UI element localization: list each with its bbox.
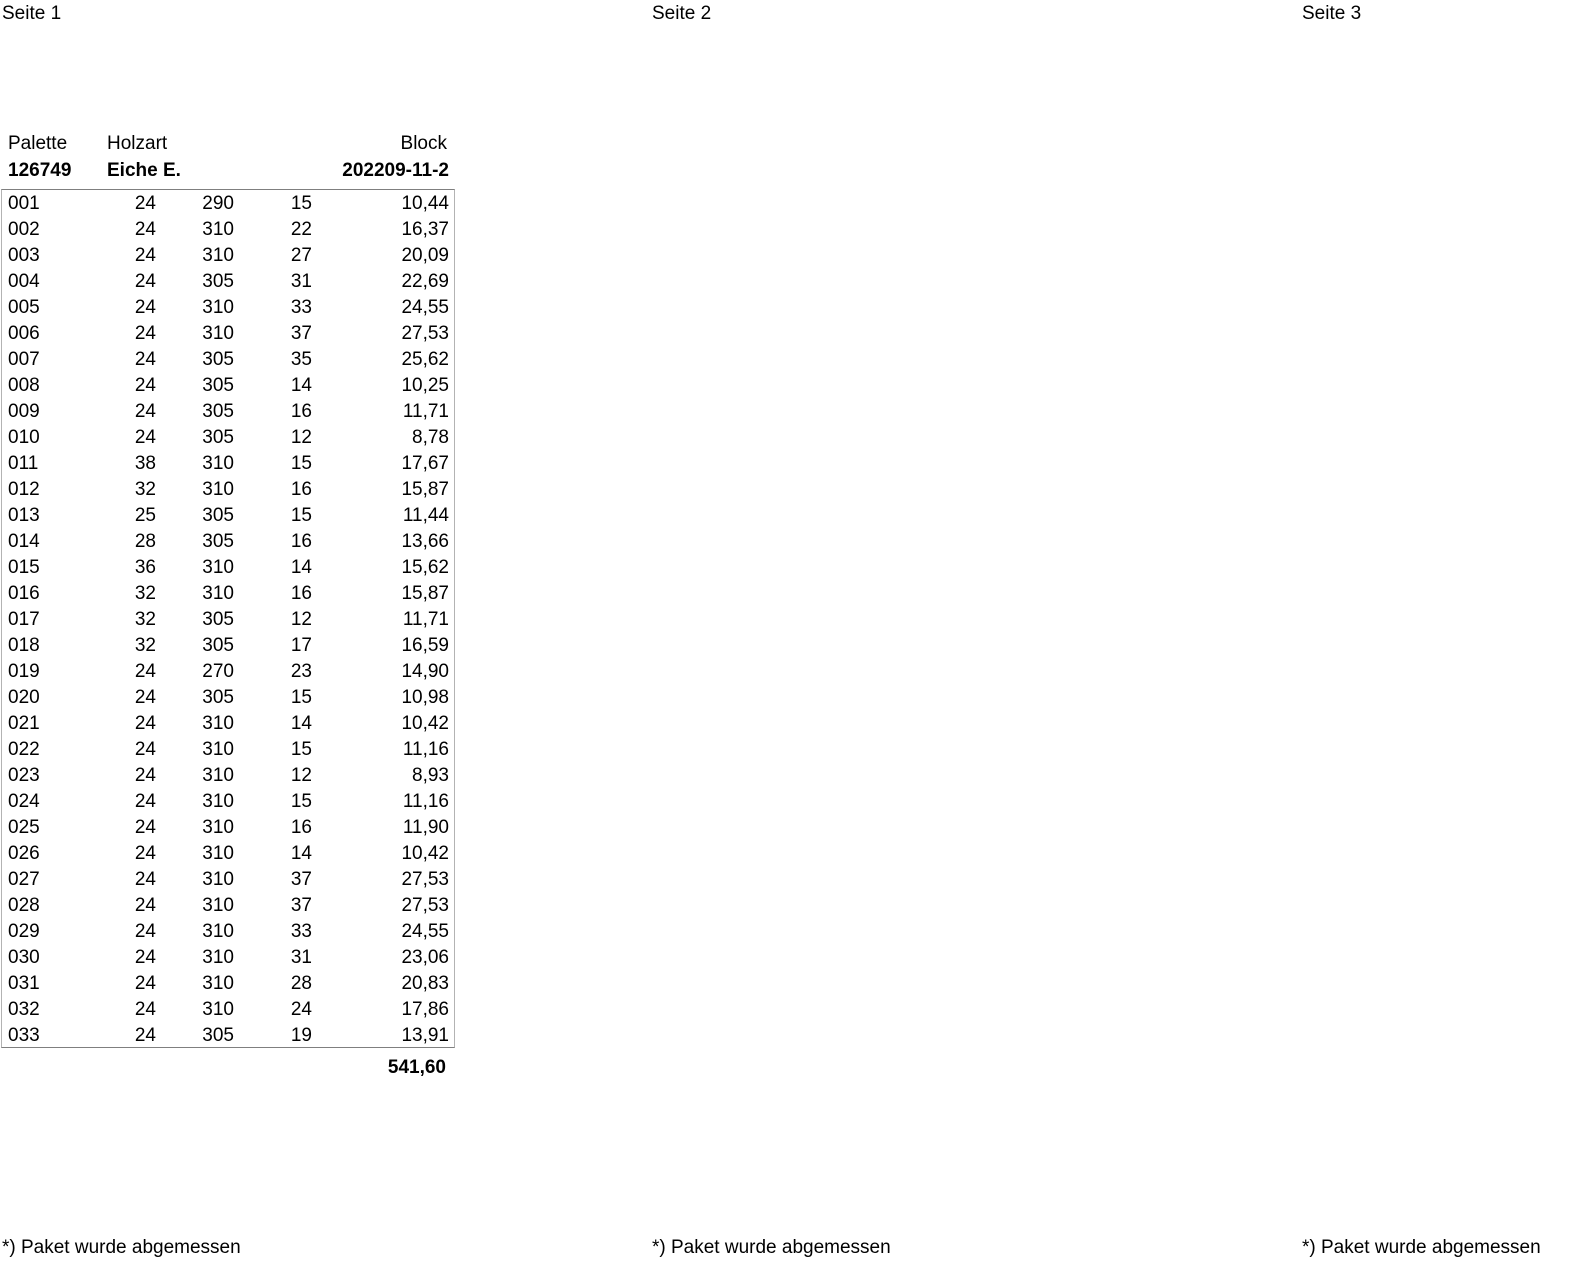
thickness-cell: 24 <box>134 687 156 708</box>
table-row <box>0 737 460 763</box>
length-cell: 270 <box>202 661 234 682</box>
length-cell: 305 <box>202 375 234 396</box>
width-cell: 12 <box>290 609 312 630</box>
thickness-cell: 24 <box>134 843 156 864</box>
row-number: 021 <box>8 713 40 734</box>
volume-cell: 16,59 <box>401 635 449 656</box>
length-cell: 310 <box>202 843 234 864</box>
row-number: 017 <box>8 609 40 630</box>
palette-label: Palette <box>8 133 68 154</box>
width-cell: 15 <box>290 453 312 474</box>
volume-cell: 23,06 <box>401 947 449 968</box>
volume-cell: 10,98 <box>401 687 449 708</box>
thickness-cell: 24 <box>134 297 156 318</box>
width-cell: 14 <box>290 375 312 396</box>
width-cell: 14 <box>290 713 312 734</box>
row-number: 033 <box>8 1025 40 1046</box>
length-cell: 305 <box>202 1025 234 1046</box>
thickness-cell: 24 <box>134 349 156 370</box>
length-cell: 290 <box>202 193 234 214</box>
table-row <box>0 503 460 529</box>
width-cell: 16 <box>290 817 312 838</box>
row-number: 008 <box>8 375 40 396</box>
width-cell: 31 <box>290 947 312 968</box>
thickness-cell: 24 <box>134 869 156 890</box>
table-row <box>0 685 460 711</box>
width-cell: 28 <box>290 973 312 994</box>
row-number: 010 <box>8 427 40 448</box>
thickness-cell: 25 <box>134 505 156 526</box>
volume-cell: 24,55 <box>401 921 449 942</box>
width-cell: 12 <box>290 765 312 786</box>
row-number: 001 <box>8 193 40 214</box>
length-cell: 305 <box>202 635 234 656</box>
table-row <box>0 867 460 893</box>
table-row <box>0 659 460 685</box>
length-cell: 310 <box>202 557 234 578</box>
length-cell: 305 <box>202 349 234 370</box>
volume-cell: 17,86 <box>401 999 449 1020</box>
length-cell: 305 <box>202 427 234 448</box>
row-number: 020 <box>8 687 40 708</box>
table-row <box>0 893 460 919</box>
width-cell: 17 <box>290 635 312 656</box>
row-number: 024 <box>8 791 40 812</box>
volume-cell: 27,53 <box>401 869 449 890</box>
volume-cell: 10,25 <box>401 375 449 396</box>
thickness-cell: 24 <box>134 791 156 812</box>
table-row <box>0 997 460 1023</box>
thickness-cell: 24 <box>134 661 156 682</box>
row-number: 029 <box>8 921 40 942</box>
row-number: 014 <box>8 531 40 552</box>
width-cell: 24 <box>290 999 312 1020</box>
table-row <box>0 425 460 451</box>
table-row <box>0 555 460 581</box>
thickness-cell: 24 <box>134 245 156 266</box>
thickness-cell: 24 <box>134 401 156 422</box>
volume-cell: 27,53 <box>401 895 449 916</box>
width-cell: 37 <box>290 869 312 890</box>
table-row <box>0 971 460 997</box>
volume-cell: 8,78 <box>412 427 449 448</box>
length-cell: 305 <box>202 401 234 422</box>
length-cell: 310 <box>202 297 234 318</box>
table-row <box>0 243 460 269</box>
thickness-cell: 24 <box>134 999 156 1020</box>
volume-cell: 13,66 <box>401 531 449 552</box>
length-cell: 310 <box>202 895 234 916</box>
row-number: 027 <box>8 869 40 890</box>
length-cell: 310 <box>202 947 234 968</box>
thickness-cell: 24 <box>134 375 156 396</box>
table-row <box>0 711 460 737</box>
row-number: 015 <box>8 557 40 578</box>
length-cell: 310 <box>202 713 234 734</box>
length-cell: 310 <box>202 999 234 1020</box>
width-cell: 15 <box>290 739 312 760</box>
palette-value: 126749 <box>8 160 72 181</box>
total-volume: 541,60 <box>387 1057 446 1078</box>
length-cell: 310 <box>202 219 234 240</box>
volume-cell: 15,87 <box>401 583 449 604</box>
thickness-cell: 32 <box>134 479 156 500</box>
volume-cell: 17,67 <box>401 453 449 474</box>
thickness-cell: 28 <box>134 531 156 552</box>
volume-cell: 24,55 <box>401 297 449 318</box>
table-row <box>0 1023 460 1049</box>
thickness-cell: 24 <box>134 921 156 942</box>
width-cell: 14 <box>290 843 312 864</box>
width-cell: 37 <box>290 323 312 344</box>
volume-cell: 10,44 <box>401 193 449 214</box>
table-row <box>0 919 460 945</box>
row-number: 009 <box>8 401 40 422</box>
width-cell: 22 <box>290 219 312 240</box>
length-cell: 310 <box>202 583 234 604</box>
holzart-value: Eiche E. <box>107 160 181 181</box>
thickness-cell: 24 <box>134 219 156 240</box>
length-cell: 310 <box>202 765 234 786</box>
length-cell: 305 <box>202 505 234 526</box>
row-number: 030 <box>8 947 40 968</box>
row-number: 018 <box>8 635 40 656</box>
row-number: 025 <box>8 817 40 838</box>
length-cell: 310 <box>202 921 234 942</box>
length-cell: 310 <box>202 791 234 812</box>
length-cell: 305 <box>202 531 234 552</box>
length-cell: 310 <box>202 973 234 994</box>
table-row <box>0 321 460 347</box>
width-cell: 33 <box>290 297 312 318</box>
width-cell: 16 <box>290 583 312 604</box>
row-number: 011 <box>8 453 39 474</box>
row-number: 019 <box>8 661 40 682</box>
length-cell: 305 <box>202 687 234 708</box>
width-cell: 15 <box>290 687 312 708</box>
page-label-3: Seite 3 <box>1302 3 1362 24</box>
volume-cell: 11,71 <box>402 609 449 630</box>
length-cell: 310 <box>202 869 234 890</box>
thickness-cell: 32 <box>134 635 156 656</box>
volume-cell: 20,09 <box>401 245 449 266</box>
block-label: Block <box>400 133 447 154</box>
holzart-label: Holzart <box>107 133 168 154</box>
footnote-page-2: *) Paket wurde abgemessen <box>652 1237 891 1258</box>
thickness-cell: 24 <box>134 713 156 734</box>
table-row <box>0 945 460 971</box>
volume-cell: 11,71 <box>402 401 449 422</box>
length-cell: 310 <box>202 479 234 500</box>
row-number: 013 <box>8 505 40 526</box>
row-number: 031 <box>8 973 40 994</box>
table-row <box>0 217 460 243</box>
thickness-cell: 24 <box>134 739 156 760</box>
volume-cell: 11,16 <box>402 791 449 812</box>
thickness-cell: 24 <box>134 1025 156 1046</box>
table-row <box>0 399 460 425</box>
length-cell: 310 <box>202 453 234 474</box>
table-row <box>0 347 460 373</box>
volume-cell: 25,62 <box>401 349 449 370</box>
thickness-cell: 24 <box>134 323 156 344</box>
table-row <box>0 815 460 841</box>
volume-cell: 10,42 <box>401 843 449 864</box>
volume-cell: 13,91 <box>401 1025 449 1046</box>
volume-cell: 27,53 <box>401 323 449 344</box>
thickness-cell: 24 <box>134 947 156 968</box>
volume-cell: 20,83 <box>401 973 449 994</box>
footnote-page-1: *) Paket wurde abgemessen <box>2 1237 241 1258</box>
thickness-cell: 24 <box>134 271 156 292</box>
width-cell: 14 <box>290 557 312 578</box>
width-cell: 33 <box>290 921 312 942</box>
row-number: 012 <box>8 479 40 500</box>
width-cell: 16 <box>290 401 312 422</box>
footnote-page-3: *) Paket wurde abgemessen <box>1302 1237 1541 1258</box>
width-cell: 15 <box>290 791 312 812</box>
row-number: 003 <box>8 245 40 266</box>
table-row <box>0 529 460 555</box>
width-cell: 31 <box>290 271 312 292</box>
thickness-cell: 32 <box>134 609 156 630</box>
page-label-2: Seite 2 <box>652 3 712 24</box>
width-cell: 19 <box>290 1025 312 1046</box>
volume-cell: 15,62 <box>401 557 449 578</box>
table-row <box>0 477 460 503</box>
table-row <box>0 295 460 321</box>
width-cell: 23 <box>290 661 312 682</box>
table-row <box>0 841 460 867</box>
table-row <box>0 451 460 477</box>
row-number: 028 <box>8 895 40 916</box>
volume-cell: 8,93 <box>412 765 449 786</box>
data-table <box>0 191 460 1049</box>
width-cell: 37 <box>290 895 312 916</box>
volume-cell: 11,44 <box>402 505 449 526</box>
thickness-cell: 24 <box>134 193 156 214</box>
row-number: 023 <box>8 765 40 786</box>
volume-cell: 15,87 <box>401 479 449 500</box>
width-cell: 35 <box>290 349 312 370</box>
row-number: 006 <box>8 323 40 344</box>
width-cell: 16 <box>290 479 312 500</box>
table-row <box>0 607 460 633</box>
thickness-cell: 36 <box>134 557 156 578</box>
length-cell: 305 <box>202 271 234 292</box>
row-number: 026 <box>8 843 40 864</box>
thickness-cell: 24 <box>134 427 156 448</box>
table-row <box>0 269 460 295</box>
block-value: 202209-11-2 <box>342 160 449 181</box>
volume-cell: 16,37 <box>401 219 449 240</box>
width-cell: 27 <box>290 245 312 266</box>
volume-cell: 11,16 <box>402 739 449 760</box>
thickness-cell: 32 <box>134 583 156 604</box>
thickness-cell: 38 <box>134 453 156 474</box>
row-number: 016 <box>8 583 40 604</box>
row-number: 005 <box>8 297 40 318</box>
volume-cell: 10,42 <box>401 713 449 734</box>
table-row <box>0 763 460 789</box>
width-cell: 15 <box>290 193 312 214</box>
page-label-1: Seite 1 <box>2 3 62 24</box>
table-row <box>0 191 460 217</box>
table-row <box>0 581 460 607</box>
thickness-cell: 24 <box>134 817 156 838</box>
row-number: 032 <box>8 999 40 1020</box>
volume-cell: 22,69 <box>401 271 449 292</box>
row-number: 002 <box>8 219 40 240</box>
length-cell: 310 <box>202 245 234 266</box>
length-cell: 310 <box>202 817 234 838</box>
width-cell: 16 <box>290 531 312 552</box>
row-number: 022 <box>8 739 40 760</box>
table-row <box>0 633 460 659</box>
volume-cell: 14,90 <box>401 661 449 682</box>
width-cell: 15 <box>290 505 312 526</box>
table-row <box>0 789 460 815</box>
thickness-cell: 24 <box>134 765 156 786</box>
thickness-cell: 24 <box>134 895 156 916</box>
table-row <box>0 373 460 399</box>
length-cell: 310 <box>202 739 234 760</box>
length-cell: 305 <box>202 609 234 630</box>
row-number: 007 <box>8 349 40 370</box>
volume-cell: 11,90 <box>402 817 449 838</box>
width-cell: 12 <box>290 427 312 448</box>
length-cell: 310 <box>202 323 234 344</box>
thickness-cell: 24 <box>134 973 156 994</box>
row-number: 004 <box>8 271 40 292</box>
